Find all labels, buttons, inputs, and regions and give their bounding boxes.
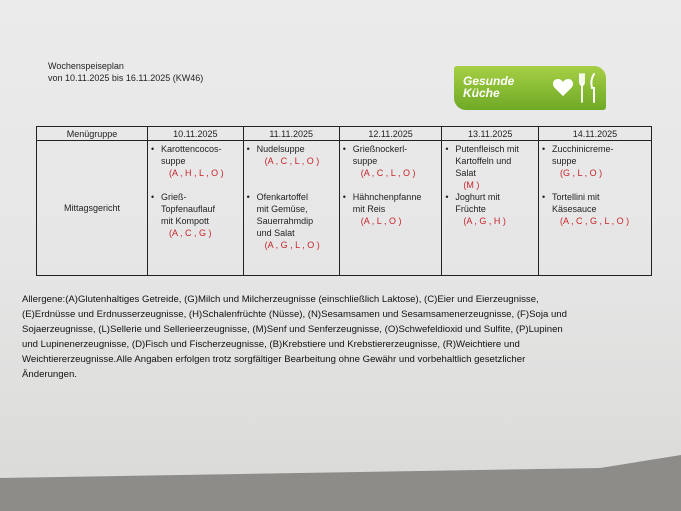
dish-name: suppe <box>352 156 378 166</box>
dish-name: • Grießnockerl- <box>352 144 408 154</box>
dish-name: Früchte <box>455 204 486 214</box>
allergen-codes: (A , G , L , O ) <box>264 240 320 250</box>
dish <box>151 191 240 239</box>
day-header: 12.11.2025 <box>339 127 442 141</box>
document-title: Wochenspeiseplan <box>48 61 124 71</box>
dish <box>343 191 439 227</box>
allergen-line: Weichtiererzeugnisse.Alle Angaben erfolgen trotz sorgfältiger Bearbeitung ohne Gewähr und vorbehaltlich gesetzlicher <box>22 354 526 365</box>
day-cell <box>148 141 244 276</box>
allergen-codes: (A , C , G ) <box>169 228 212 238</box>
allergen-codes: (M ) <box>463 180 480 190</box>
dish-name: • Karottencocos- <box>161 144 222 154</box>
dish-name: • Joghurt mit <box>455 192 500 202</box>
day-cell <box>243 141 339 276</box>
dish <box>247 191 336 251</box>
dish-name: mit Gemüse, <box>256 204 308 214</box>
day-header: 13.11.2025 <box>442 127 539 141</box>
row-label: Mittagsgericht <box>37 141 148 276</box>
date-range: von 10.11.2025 bis 16.11.2025 (KW46) <box>48 73 204 83</box>
dish <box>445 143 535 191</box>
dish-name: Käsesauce <box>551 204 597 214</box>
dish-name: mit Kompott <box>161 216 210 226</box>
day-cell <box>442 141 539 276</box>
allergen-line: Allergene:(A)Glutenhaltiges Getreide, (G)Milch und Milcherzeugnisse (einschließlich Laktose), (C)Eier und Eierzeugnisse, <box>22 294 539 305</box>
gesunde-kueche-logo <box>454 66 606 110</box>
allergen-codes: (A , C , L , O ) <box>360 168 416 178</box>
cutlery-icon <box>578 72 600 104</box>
document-header <box>48 60 203 84</box>
allergen-line: Änderungen. <box>22 369 77 380</box>
dish-name: • Grieß- <box>161 192 187 202</box>
allergen-line: und Lupinenerzeugnisse, (D)Fisch und Fischerzeugnisse, (B)Krebstiere und Krebstiererzeugnisse, (R)Weichtiere und <box>22 339 520 350</box>
dish-name: • Nudelsuppe <box>256 144 305 154</box>
allergen-codes: (A , G , H ) <box>463 216 506 226</box>
dish-name: Salat <box>455 168 476 178</box>
logo-text-line1: Gesunde <box>463 74 515 88</box>
day-cell <box>538 141 651 276</box>
allergen-line: (E)Erdnüsse und Erdnusserzeugnisse, (H)Schalenfrüchte (Nüsse), (N)Sesamsamen und Sesamsamenerzeugnisse, (F)Soja und <box>22 309 567 320</box>
dish-name: Topfenauflauf <box>161 204 216 214</box>
dish-name: suppe <box>161 156 186 166</box>
dish-name: und Salat <box>256 228 295 238</box>
dish-name: • Hähnchenpfanne <box>352 192 422 202</box>
dish <box>445 191 535 227</box>
day-header: 11.11.2025 <box>243 127 339 141</box>
dish <box>247 143 336 167</box>
dish-name: suppe <box>551 156 577 166</box>
table-row <box>37 141 652 276</box>
day-header: 10.11.2025 <box>148 127 244 141</box>
dish <box>151 143 240 179</box>
dish <box>343 143 439 179</box>
allergen-codes: (G , L , O ) <box>559 168 603 178</box>
table-header-row <box>37 127 652 141</box>
dish-name: • Putenfleisch mit <box>455 144 519 154</box>
logo-text-line2: Küche <box>463 86 500 100</box>
dish-name: • Ofenkartoffel <box>256 192 308 202</box>
allergen-codes: (A , C , G , L , O ) <box>559 216 630 226</box>
dish-name: • Tortellini mit <box>551 192 600 202</box>
heart-plate-icon <box>552 77 574 97</box>
dish <box>542 191 648 227</box>
dish-name: Kartoffeln und <box>455 156 512 166</box>
allergen-codes: (A , H , L , O ) <box>169 168 224 178</box>
dish <box>542 143 648 179</box>
dish-name: • Zucchinicreme- <box>551 144 614 154</box>
dish-name: Sauerrahmdip <box>256 216 314 226</box>
day-cell <box>339 141 442 276</box>
day-header: 14.11.2025 <box>538 127 651 141</box>
dish-name: mit Reis <box>352 204 386 214</box>
allergen-line: Sojaerzeugnisse, (L)Sellerie und Sellerieerzeugnisse, (M)Senf und Senferzeugnisse, (O)Schwefeldioxid und Sulfite, (P)Lupinen <box>22 324 563 335</box>
menu-group-header: Menügruppe <box>37 127 148 141</box>
allergen-codes: (A , C , L , O ) <box>264 156 320 166</box>
allergen-legend <box>22 292 652 382</box>
meal-plan-table <box>36 126 652 276</box>
allergen-codes: (A , L , O ) <box>360 216 402 226</box>
